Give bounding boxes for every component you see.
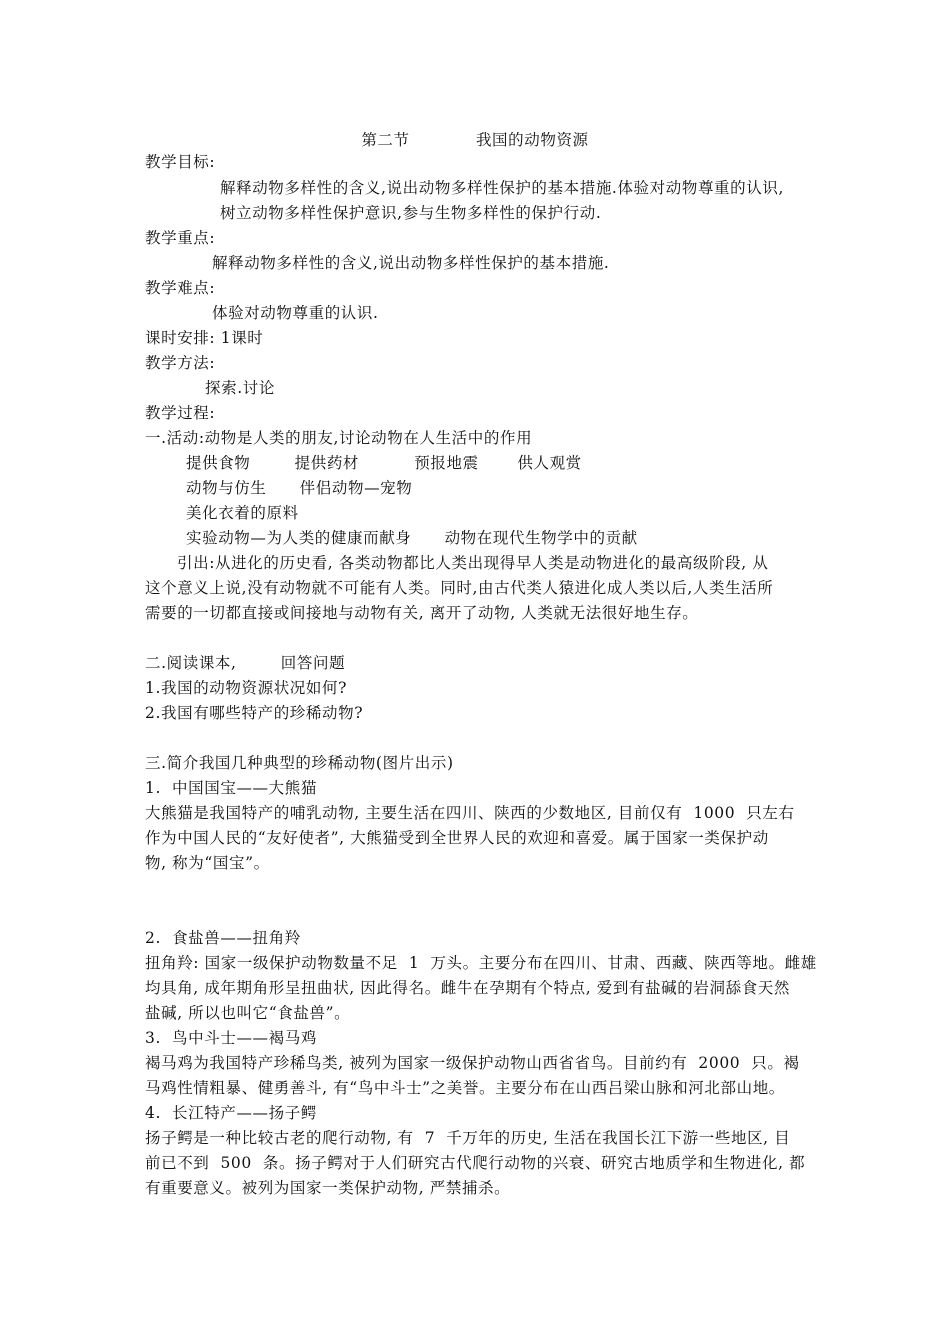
animal-2-line-2: 均具角, 成年期角形呈扭曲状, 因此得名。雌牛在孕期有个特点, 爱到有盐碱的岩洞舔食天然 [145, 979, 790, 997]
key-points-heading: 教学重点: [145, 229, 216, 247]
animal-2-line-3: 盐碱, 所以也叫它“食盐兽”。 [145, 1004, 351, 1022]
animal-2-line-1: 扭角羚: 国家一级保护动物数量不足 1 万头。主要分布在四川、甘肃、西藏、陕西等地。雌雄 [145, 954, 817, 972]
animal-1-line-3: 物, 称为“国宝”。 [145, 854, 270, 872]
section-1-intro-line-1: 引出:从进化的历史看, 各类动物都比人类出现得早人类是动物进化的最高级阶段, 从 [177, 554, 769, 572]
animal-4-line-1: 扬子鳄是一种比较古老的爬行动物, 有 7 千万年的历史, 生活在我国长江下游一些地区, 目 [145, 1129, 791, 1147]
section-1-row-1: 提供食物 提供药材 预报地震 供人观赏 [186, 454, 582, 472]
animal-2-title: 2. 食盐兽——扭角羚 [145, 929, 301, 947]
process-heading: 教学过程: [145, 404, 216, 422]
animal-3-title: 3. 鸟中斗士——褐马鸡 [145, 1029, 317, 1047]
objectives-line-2: 树立动物多样性保护意识,参与生物多样性的保护行动. [220, 204, 602, 222]
key-points-text: 解释动物多样性的含义,说出动物多样性保护的基本措施. [212, 254, 610, 272]
section-1-heading: 一.活动:动物是人类的朋友,讨论动物在人生活中的作用 [145, 429, 533, 447]
animal-4-title: 4. 长江特产——扬子鳄 [145, 1104, 317, 1122]
animal-1-title: 1. 中国国宝——大熊猫 [145, 779, 317, 797]
section-2-question-1: 1.我国的动物资源状况如何? [145, 679, 347, 697]
section-1-intro-line-2: 这个意义上说,没有动物就不可能有人类。同时,由古代类人猿进化成人类以后,人类生活所 [145, 579, 774, 597]
animal-1-line-1: 大熊猫是我国特产的哺乳动物, 主要生活在四川、陕西的少数地区, 目前仅有 1000 只左右 [145, 804, 795, 822]
difficult-points-heading: 教学难点: [145, 279, 216, 297]
page-title: 第二节 我国的动物资源 [361, 131, 589, 149]
difficult-points-text: 体验对动物尊重的认识. [212, 304, 379, 322]
section-2-heading: 二.阅读课本, 回答问题 [145, 654, 346, 672]
animal-4-line-2: 前已不到 500 条。扬子鳄对于人们研究古代爬行动物的兴衰、研究古地质学和生物进化, 都 [145, 1154, 806, 1172]
animal-1-line-2: 作为中国人民的“友好使者”, 大熊猫受到全世界人民的欢迎和喜爱。属于国家一类保护动 [145, 829, 769, 847]
animal-3-line-1: 褐马鸡为我国特产珍稀鸟类, 被列为国家一级保护动物山西省省鸟。目前约有 2000 只。褐 [145, 1054, 800, 1072]
section-1-row-4: 实验动物—为人类的健康而献身 动物在现代生物学中的贡献 [186, 529, 638, 547]
section-2-question-2: 2.我国有哪些特产的珍稀动物? [145, 704, 364, 722]
schedule-line: 课时安排: 1课时 [145, 329, 264, 347]
animal-4-line-3: 有重要意义。被列为国家一类保护动物, 严禁捕杀。 [145, 1179, 511, 1197]
section-1-row-3: 美化衣着的原料 [186, 504, 299, 522]
method-heading: 教学方法: [145, 354, 216, 372]
section-1-row-2: 动物与仿生 伴侣动物—宠物 [186, 479, 413, 497]
animal-3-line-2: 马鸡性情粗暴、健勇善斗, 有“鸟中斗士”之美誉。主要分布在山西吕梁山脉和河北部山地。 [145, 1079, 785, 1097]
section-1-intro-line-3: 需要的一切都直接或间接地与动物有关, 离开了动物, 人类就无法很好地生存。 [145, 604, 699, 622]
objectives-heading: 教学目标: [145, 153, 216, 171]
objectives-line-1: 解释动物多样性的含义,说出动物多样性保护的基本措施.体验对动物尊重的认识, [220, 179, 784, 197]
section-3-heading: 三.简介我国几种典型的珍稀动物(图片出示) [145, 754, 454, 772]
method-text: 探索.讨论 [205, 379, 275, 397]
